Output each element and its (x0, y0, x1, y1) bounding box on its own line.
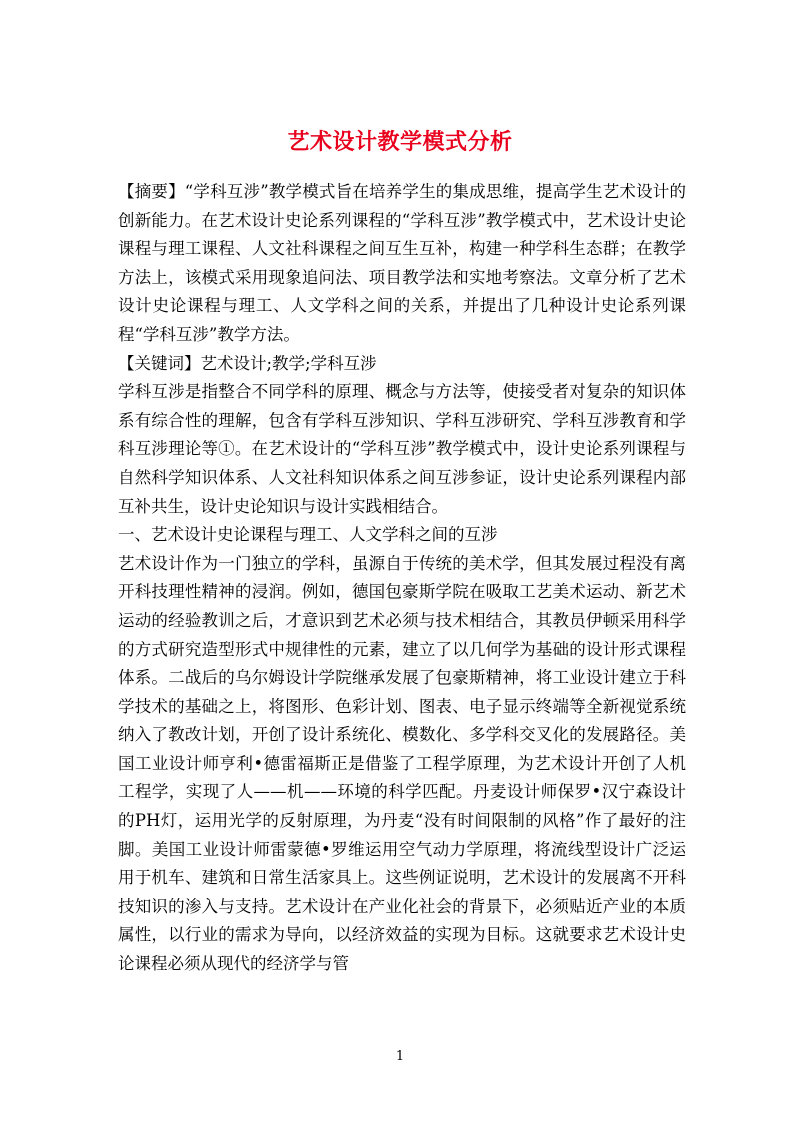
section-heading: 一、艺术设计史论课程与理工、人文学科之间的互涉 (118, 525, 498, 545)
intro-paragraph: 学科互涉是指整合不同学科的原理、概念与方法等，使接受者对复杂的知识体系有综合性的理解，包含有学科互涉知识、学科互涉研究、学科互涉教育和学科互涉理论等①。在艺术设计的“学科互涉”教学模式中，设计史论系列课程与自然科学知识体系、人文社科知识体系之间互涉参证，设计史论系列课程内部互补共生，设计史论知识与设计实践相结合。 (118, 382, 686, 516)
document-title: 艺术设计教学模式分析 (287, 128, 513, 155)
document-body (118, 178, 686, 979)
body-paragraph: 艺术设计作为一门独立的学科，虽源自于传统的美术学，但其发展过程没有离开科技理性精神的浸润。例如，德国包豪斯学院在吸取工艺美术运动、新艺术运动的经验教训之后，才意识到艺术必须与技术相结合，其教员伊顿采用科学的方式研究造型形式中规律性的元素，建立了以几何学为基础的设计形式课程体系。二战后的乌尔姆设计学院继承发展了包豪斯精神，将工业设计建立于科学技术的基础之上，将图形、色彩计划、图表、电子显示终端等全新视觉系统纳入了教改计划，开创了设计系统化、模数化、多学科交叉化的发展路径。美国工业设计师亨利•德雷福斯正是借鉴了工程学原理，为艺术设计开创了人机工程学，实现了人——机——环境的科学匹配。丹麦设计师保罗•汉宁森设计的PH灯，运用光学的反射原理，为丹麦“没有时间限制的风格”作了最好的注脚。美国工业设计师雷蒙德•罗维运用空气动力学原理，将流线型设计广泛运用于机车、建筑和日常生活家具上。这些例证说明，艺术设计的发展离不开科技知识的渗入与支持。艺术设计在产业化社会的背景下，必须贴近产业的本质属性，以行业的需求为导向，以经济效益的实现为目标。这就要求艺术设计史论课程必须从现代的经济学与管 (118, 553, 686, 974)
keywords-paragraph: 【关键词】艺术设计;教学;学科互涉 (118, 353, 377, 373)
abstract-paragraph: 【摘要】“学科互涉”教学模式旨在培养学生的集成思维，提高学生艺术设计的创新能力。在艺术设计史论系列课程的“学科互涉”教学模式中，艺术设计史论课程与理工课程、人文社科课程之间互生互补，构建一种学科生态群；在教学方法上，该模式采用现象追问法、项目教学法和实地考察法。文章分析了艺术设计史论课程与理工、人文学科之间的关系，并提出了几种设计史论系列课程“学科互涉”教学方法。 (118, 182, 686, 344)
page-number: 1 (395, 1049, 405, 1064)
